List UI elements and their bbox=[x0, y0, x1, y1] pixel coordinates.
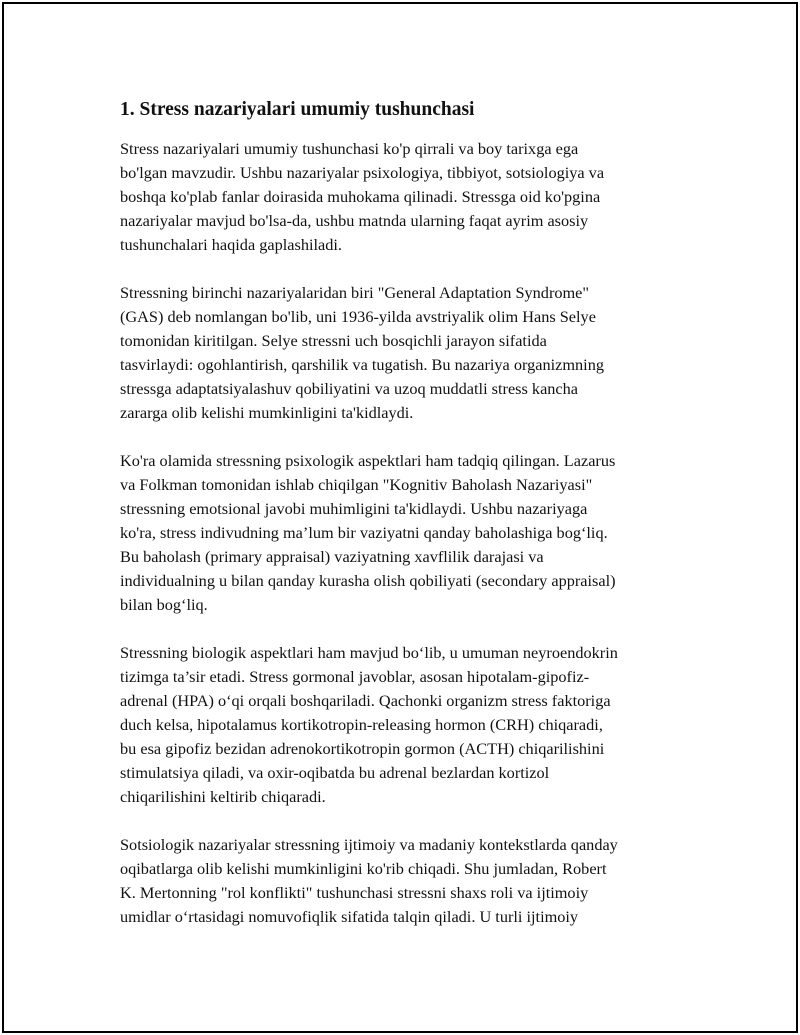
text-line: Sotsiologik nazariyalar stressning ijtimoiy va madaniy kontekstlarda qanday bbox=[120, 835, 618, 854]
text-line: stressga adaptatsiyalashuv qobiliyatini va uzoq muddatli stress kancha bbox=[120, 379, 579, 398]
text-line: tomonidan kiritilgan. Selye stressni uch bosqichli jarayon sifatida bbox=[120, 331, 547, 350]
text-line: tasvirlaydi: ogohlantirish, qarshilik va tugatish. Bu nazariya organizmning bbox=[120, 355, 604, 374]
text-line: Ko'ra olamida stressning psixologik aspektlari ham tadqiq qilingan. Lazarus bbox=[120, 451, 616, 470]
text-line: va Folkman tomonidan ishlab chiqilgan "Kognitiv Baholash Nazariyasi" bbox=[120, 475, 593, 494]
text-line: stimulatsiya qiladi, va oxir-oqibatda bu adrenal bezlardan kortizol bbox=[120, 763, 550, 782]
text-line: oqibatlarga olib kelishi mumkinligini ko'rib chiqadi. Shu jumladan, Robert bbox=[120, 859, 607, 878]
paragraph-gas bbox=[120, 281, 690, 425]
text-line: tushunchalari haqida gaplashiladi. bbox=[120, 235, 342, 254]
text-line: individualning u bilan qanday kurasha olish qobiliyati (secondary appraisal) bbox=[120, 571, 616, 590]
text-line: Stressning biologik aspektlari ham mavjud bo‘lib, u umuman neyroendokrin bbox=[120, 643, 618, 662]
text-line: umidlar o‘rtasidagi nomuvofiqlik sifatida talqin qiladi. U turli ijtimoiy bbox=[120, 907, 579, 926]
document-body bbox=[120, 97, 690, 953]
text-line: bilan bog‘liq. bbox=[120, 595, 208, 614]
text-line: chiqarilishini keltirib chiqaradi. bbox=[120, 787, 326, 806]
paragraph-biological bbox=[120, 641, 690, 809]
paragraph-cognitive bbox=[120, 449, 690, 617]
text-line: boshqa ko'plab fanlar doirasida muhokama qilinadi. Stressga oid ko'pgina bbox=[120, 187, 601, 206]
text-line: stressning emotsional javobi muhimligini ta'kidlaydi. Ushbu nazariyaga bbox=[120, 499, 588, 518]
text-line: Stress nazariyalari umumiy tushunchasi ko'p qirrali va boy tarixga ega bbox=[120, 139, 579, 158]
text-line: tizimga ta’sir etadi. Stress gormonal javoblar, asosan hipotalam-gipofiz- bbox=[120, 667, 590, 686]
text-line: bo'lgan mavzudir. Ushbu nazariyalar psixologiya, tibbiyot, sotsiologiya va bbox=[120, 163, 605, 182]
text-line: (GAS) deb nomlangan bo'lib, uni 1936-yilda avstriyalik olim Hans Selye bbox=[120, 307, 596, 326]
paragraph-sociological bbox=[120, 833, 690, 929]
text-line: nazariyalar mavjud bo'lsa-da, ushbu matnda ularning faqat ayrim asosiy bbox=[120, 211, 589, 230]
text-line: bu esa gipofiz bezidan adrenokortikotropin gormon (ACTH) chiqarilishini bbox=[120, 739, 605, 758]
text-line: Bu baholash (primary appraisal) vaziyatning xavflilik darajasi va bbox=[120, 547, 544, 566]
text-line: adrenal (HPA) o‘qi orqali boshqariladi. Qachonki organizm stress faktoriga bbox=[120, 691, 611, 710]
text-line: K. Mertonning "rol konflikti" tushunchasi stressni shaxs roli va ijtimoiy bbox=[120, 883, 589, 902]
text-line: Stressning birinchi nazariyalaridan biri "General Adaptation Syndrome" bbox=[120, 283, 590, 302]
paragraph-intro bbox=[120, 137, 690, 257]
page-frame bbox=[2, 2, 798, 1033]
section-heading: 1. Stress nazariyalari umumiy tushunchasi bbox=[120, 99, 475, 120]
text-line: zararga olib kelishi mumkinligini ta'kidlaydi. bbox=[120, 403, 414, 422]
text-line: ko'ra, stress indivudning ma’lum bir vaziyatni qanday baholashiga bog‘liq. bbox=[120, 523, 608, 542]
text-line: duch kelsa, hipotalamus kortikotropin-releasing hormon (CRH) chiqaradi, bbox=[120, 715, 603, 734]
